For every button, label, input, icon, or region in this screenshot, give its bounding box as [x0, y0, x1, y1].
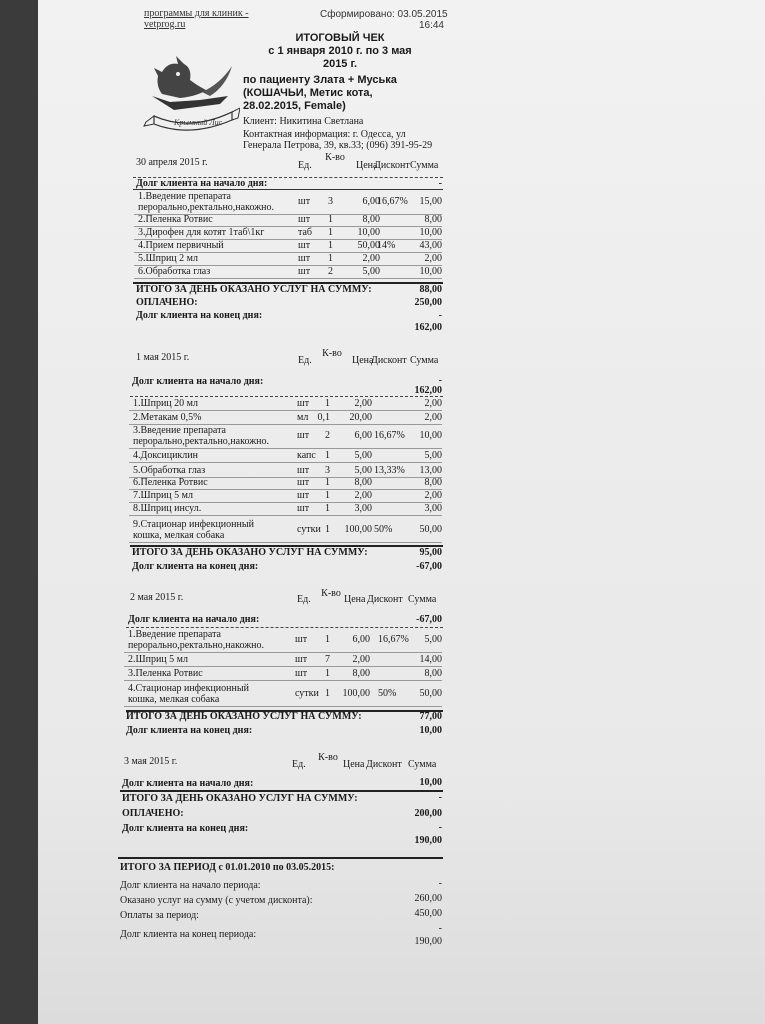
contact-line1: Контактная информация: г. Одесса, ул: [243, 129, 406, 140]
row-divider: [129, 448, 442, 449]
divider: [126, 627, 443, 628]
debt-start-label: Долг клиента на начало дня:: [122, 778, 254, 789]
item-price: 20,00: [349, 412, 372, 423]
day-total-value: 88,00: [419, 284, 442, 295]
item-price: 5,00: [354, 465, 372, 476]
item-price: 6,00: [352, 634, 370, 645]
row-divider: [124, 706, 442, 707]
item-price: 100,00: [342, 688, 370, 699]
summary-label: Оказано услуг на сумму (с учетом дисконта):: [120, 895, 313, 906]
item-name: 4.Стационар инфекционный: [128, 683, 249, 694]
item-qty: 1: [325, 490, 330, 501]
summary-label: Оплаты за период:: [120, 910, 199, 921]
item-name: 8.Шприц инсул.: [133, 503, 202, 514]
item-name: 1.Шприц 20 мл: [133, 398, 198, 409]
debt-end-dash: -: [438, 822, 442, 833]
receipt-period: с 1 января 2010 г. по 3 мая: [268, 45, 412, 57]
vendor-link-line2[interactable]: vetprog.ru: [144, 19, 186, 30]
item-unit: сутки: [295, 688, 319, 699]
debt-start-value: -: [438, 178, 442, 189]
item-sum: 10,00: [419, 266, 442, 277]
item-name: перорально,ректально,накожно.: [138, 202, 274, 213]
item-name: 1.Введение препарата: [138, 191, 231, 202]
item-name: 3.Введение препарата: [133, 425, 226, 436]
item-unit: капс: [297, 450, 316, 461]
item-qty: 1: [325, 450, 330, 461]
item-name: 4.Доксициклин: [133, 450, 198, 461]
item-qty: 1: [328, 227, 333, 238]
item-sum: 8,00: [424, 214, 442, 225]
debt-start-value: 162,00: [414, 385, 442, 396]
day-date: 3 мая 2015 г.: [124, 756, 178, 767]
row-divider: [129, 462, 442, 463]
logo-text: Крымный Лис: [174, 118, 223, 127]
item-sum: 2,00: [424, 490, 442, 501]
item-price: 2,00: [354, 490, 372, 501]
item-unit: сутки: [297, 524, 321, 535]
item-sum: 50,00: [419, 688, 442, 699]
item-qty: 3: [328, 196, 333, 207]
summary-value: -: [438, 878, 442, 889]
paid-label: ОПЛАЧЕНО:: [122, 808, 184, 819]
item-sum: 5,00: [424, 634, 442, 645]
item-name: 2.Пеленка Ротвис: [138, 214, 213, 225]
item-name: кошка, мелкая собака: [133, 530, 225, 541]
day-date: 1 мая 2015 г.: [136, 352, 190, 363]
item-sum: 3,00: [424, 503, 442, 514]
col-price: Цена: [343, 759, 365, 770]
item-qty: 2: [328, 266, 333, 277]
day-date: 2 мая 2015 г.: [130, 592, 184, 603]
item-price: 5,00: [362, 266, 380, 277]
debt-start-label: Долг клиента на начало дня:: [128, 614, 260, 625]
debt-end-label: Долг клиента на конец дня:: [132, 561, 259, 572]
day-total-label: ИТОГО ЗА ДЕНЬ ОКАЗАНО УСЛУГ НА СУММУ:: [122, 793, 358, 804]
col-sum: Сумма: [410, 160, 439, 171]
debt-start-value: 10,00: [419, 777, 442, 788]
item-sum: 8,00: [424, 668, 442, 679]
item-discount: 16,67%: [378, 634, 409, 645]
item-sum: 2,00: [424, 412, 442, 423]
paid-value: 250,00: [414, 297, 442, 308]
summary-value-dash: -: [438, 923, 442, 934]
day-total-value: 95,00: [419, 547, 442, 558]
item-qty: 1: [325, 668, 330, 679]
item-discount: 16,67%: [374, 430, 405, 441]
item-unit: шт: [297, 490, 310, 501]
receipt-title: ИТОГОВЫЙ ЧЕК: [295, 32, 385, 44]
receipt-period-year: 2015 г.: [322, 58, 358, 70]
item-price: 100,00: [344, 524, 372, 535]
summary-value: 450,00: [414, 908, 442, 919]
col-qty: К-во: [321, 588, 341, 599]
item-unit: шт: [297, 398, 310, 409]
item-name: 2.Шприц 5 мл: [128, 654, 188, 665]
item-qty: 3: [325, 465, 330, 476]
item-unit: шт: [298, 196, 311, 207]
item-price: 5,00: [354, 450, 372, 461]
item-sum: 14,00: [419, 654, 442, 665]
item-price: 2,00: [352, 654, 370, 665]
debt-start-value: -67,00: [416, 614, 442, 625]
item-qty: 1: [325, 503, 330, 514]
item-name: 2.Метакам 0,5%: [133, 412, 202, 423]
item-qty: 1: [328, 214, 333, 225]
divider: [133, 189, 443, 190]
patient-line1: по пациенту Злата + Муська: [243, 74, 397, 86]
item-price: 3,00: [354, 503, 372, 514]
item-price: 6,00: [362, 196, 380, 207]
debt-start-dash: -: [438, 375, 442, 386]
patient-line3: 28.02.2015, Female): [243, 100, 346, 112]
item-unit: шт: [298, 214, 311, 225]
item-name: 5.Обработка глаз: [133, 465, 206, 476]
divider: [118, 857, 443, 859]
divider: [130, 396, 443, 397]
divider: [120, 790, 443, 792]
item-qty: 1: [325, 398, 330, 409]
item-price: 50,00: [357, 240, 380, 251]
debt-end-label: Долг клиента на конец дня:: [126, 725, 253, 736]
item-qty: 1: [328, 240, 333, 251]
item-name: 6.Обработка глаз: [138, 266, 211, 277]
paid-value: 200,00: [414, 808, 442, 819]
item-sum: 2,00: [424, 398, 442, 409]
row-divider: [129, 410, 442, 411]
item-price: 10,00: [357, 227, 380, 238]
item-qty: 1: [325, 634, 330, 645]
debt-end-value: -67,00: [416, 561, 442, 572]
item-sum: 2,00: [424, 253, 442, 264]
item-sum: 8,00: [424, 477, 442, 488]
item-discount: 50%: [374, 524, 393, 535]
item-sum: 5,00: [424, 450, 442, 461]
summary-label: Долг клиента на конец периода:: [120, 929, 257, 940]
fox-logo: [140, 46, 240, 132]
item-unit: таб: [298, 227, 313, 238]
item-discount: 16,67%: [377, 196, 408, 207]
summary-title: ИТОГО ЗА ПЕРИОД с 01.01.2010 по 03.05.2015:: [120, 862, 335, 873]
item-qty: 1: [328, 253, 333, 264]
item-unit: шт: [295, 634, 308, 645]
item-qty: 1: [325, 477, 330, 488]
item-sum: 10,00: [419, 430, 442, 441]
formed-time: 16:44: [418, 20, 444, 31]
row-divider: [129, 542, 442, 543]
item-name: перорально,ректально,накожно.: [133, 436, 269, 447]
item-qty: 1: [325, 688, 330, 699]
item-sum: 10,00: [419, 227, 442, 238]
col-discount: Дисконт: [367, 594, 403, 605]
col-sum: Сумма: [410, 355, 439, 366]
col-unit: Ед.: [292, 759, 306, 770]
debt-end-value: 190,00: [414, 835, 442, 846]
item-discount: 13,33%: [374, 465, 405, 476]
row-divider: [124, 680, 442, 681]
item-price: 8,00: [362, 214, 380, 225]
item-sum: 15,00: [419, 196, 442, 207]
debt-end-value: 10,00: [419, 725, 442, 736]
formed-date: Сформировано: 03.05.2015: [320, 9, 448, 20]
item-qty: 2: [325, 430, 330, 441]
paid-label: ОПЛАЧЕНО:: [136, 297, 198, 308]
item-qty: 1: [325, 524, 330, 535]
row-divider: [124, 652, 442, 653]
row-divider: [134, 278, 442, 279]
col-price: Цена: [352, 355, 374, 366]
item-unit: шт: [297, 503, 310, 514]
client-name: Клиент: Никитина Светлана: [243, 116, 364, 127]
item-unit: шт: [295, 668, 308, 679]
item-name: 1.Введение препарата: [128, 629, 221, 640]
day-total-label: ИТОГО ЗА ДЕНЬ ОКАЗАНО УСЛУГ НА СУММУ:: [126, 711, 362, 722]
row-divider: [129, 515, 442, 516]
col-qty: К-во: [325, 152, 345, 163]
item-unit: шт: [298, 266, 311, 277]
summary-label: Долг клиента на начало периода:: [120, 880, 261, 891]
item-qty: 0,1: [317, 412, 330, 423]
col-sum: Сумма: [408, 594, 437, 605]
item-unit: шт: [297, 465, 310, 476]
debt-end-dash: -: [438, 310, 442, 321]
col-unit: Ед.: [297, 594, 311, 605]
col-discount: Дисконт: [371, 355, 407, 366]
debt-start-label: Долг клиента на начало дня:: [132, 376, 264, 387]
item-unit: мл: [297, 412, 309, 423]
vendor-link-line1[interactable]: программы для клиник -: [144, 8, 249, 19]
item-name: перорально,ректально,накожно.: [128, 640, 264, 651]
patient-line2: (КОШАЧЬИ, Метис кота,: [243, 87, 373, 99]
item-price: 2,00: [362, 253, 380, 264]
item-name: 9.Стационар инфекционный: [133, 519, 254, 530]
col-qty: К-во: [322, 348, 342, 359]
item-price: 8,00: [352, 668, 370, 679]
item-sum: 43,00: [419, 240, 442, 251]
summary-value: 260,00: [414, 893, 442, 904]
debt-end-value: 162,00: [414, 322, 442, 333]
item-unit: шт: [298, 240, 311, 251]
col-price: Цена: [356, 160, 378, 171]
item-discount: 50%: [378, 688, 397, 699]
col-unit: Ед.: [298, 355, 312, 366]
item-price: 2,00: [354, 398, 372, 409]
col-sum: Сумма: [408, 759, 437, 770]
contact-line2: Генерала Петрова, 39, кв.33; (096) 391-95-29: [243, 140, 433, 151]
item-discount: 14%: [377, 240, 396, 251]
summary-value: 190,00: [414, 936, 442, 947]
item-name: 3.Дирофен для котят 1таб\1кг: [138, 227, 265, 238]
day-total-value: 77,00: [419, 711, 442, 722]
item-unit: шт: [295, 654, 308, 665]
item-qty: 7: [325, 654, 330, 665]
item-name: 4.Прием первичный: [138, 240, 224, 251]
col-qty: К-во: [318, 752, 338, 763]
item-sum: 50,00: [419, 524, 442, 535]
col-price: Цена: [344, 594, 366, 605]
item-name: кошка, мелкая собака: [128, 694, 220, 705]
day-date: 30 апреля 2015 г.: [136, 157, 208, 168]
debt-end-label: Долг клиента на конец дня:: [122, 823, 249, 834]
row-divider: [124, 666, 442, 667]
item-unit: шт: [297, 430, 310, 441]
day-total-label: ИТОГО ЗА ДЕНЬ ОКАЗАНО УСЛУГ НА СУММУ:: [132, 547, 368, 558]
debt-start-label: Долг клиента на начало дня:: [136, 178, 268, 189]
item-price: 6,00: [354, 430, 372, 441]
col-unit: Ед.: [298, 160, 312, 171]
item-name: 7.Шприц 5 мл: [133, 490, 193, 501]
item-name: 3.Пеленка Ротвис: [128, 668, 203, 679]
item-unit: шт: [297, 477, 310, 488]
item-name: 6.Пеленка Ротвис: [133, 477, 208, 488]
col-discount: Дисконт: [366, 759, 402, 770]
day-total-label: ИТОГО ЗА ДЕНЬ ОКАЗАНО УСЛУГ НА СУММУ:: [136, 284, 372, 295]
item-name: 5.Шприц 2 мл: [138, 253, 198, 264]
col-discount: Дисконт: [374, 160, 410, 171]
item-sum: 13,00: [419, 465, 442, 476]
item-unit: шт: [298, 253, 311, 264]
day-total-value: -: [438, 792, 442, 803]
debt-end-label: Долг клиента на конец дня:: [136, 310, 263, 321]
item-price: 8,00: [354, 477, 372, 488]
